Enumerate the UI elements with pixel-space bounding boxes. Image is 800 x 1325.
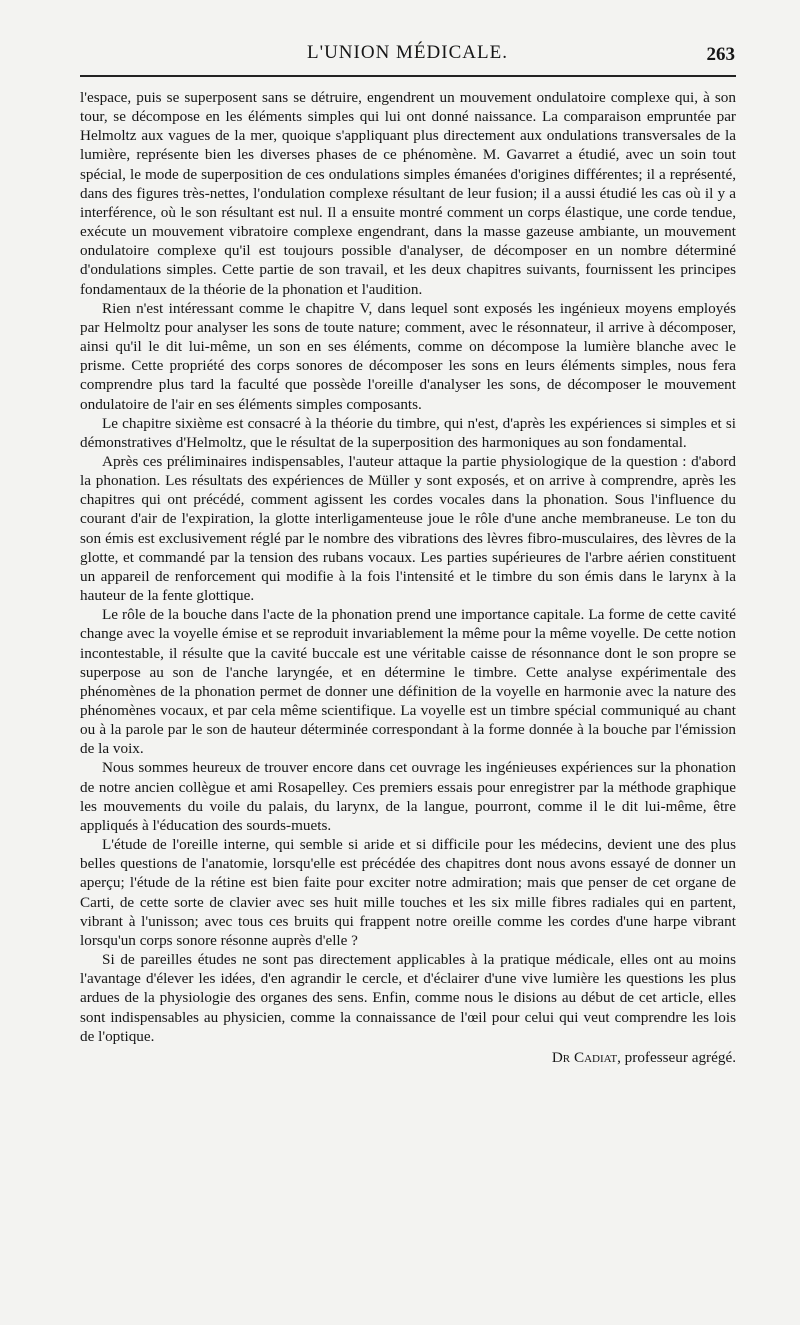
paragraph: Après ces préliminaires indispensables, l'auteur attaque la partie physiologique de la question : d'abord la phonation. Les résultats des expériences de Müller y sont exposés, et on arrive à comprendre, après les chapitres qui ont précédé, comment agissent les cordes vocales dans la phonation. Sous l'influence du courant d'air de l'expiration, la glotte interligamenteuse joue le rôle d'une anche membraneuse. Le ton du son émis est exclusivement réglé par le nombre des vibrations des lèvres fibro-musculaires, des lèvres de la glotte, et commandé par la tension des rubans vocaux. Les parties supérieures de l'arbre aérien constituent un appareil de renforcement qui modifie à la fois l'intensité et le timbre du son émis dans le larynx à la hauteur de la fente glottique.: [80, 452, 736, 605]
paragraph: Rien n'est intéressant comme le chapitre V, dans lequel sont exposés les ingénieux moyens employés par Helmoltz pour analyser les sons de toute nature; comment, avec le résonnateur, il arrive à décomposer, ainsi qu'il le dit lui-même, un son en ses éléments, comme on décompose la lumière blanche avec le prisme. Cette propriété des corps sonores de décomposer les sons en leurs éléments simples, nous fera comprendre plus tard la faculté que possède l'oreille d'analyser les sons, de décomposer le mouvement ondulatoire de l'air en ses éléments simples composants.: [80, 299, 736, 413]
signature-title: professeur agrégé.: [624, 1048, 736, 1066]
paragraph: Le rôle de la bouche dans l'acte de la phonation prend une importance capitale. La forme de cette cavité change avec la voyelle émise et se reproduit invariablement la même pour la même voyelle. De cette notion incontestable, il résulte que la cavité buccale est une véritable caisse de résonnance dont le son propre se superpose au son de l'anche laryngée, et en détermine le timbre. Cette analyse expérimentale des phénomènes de la phonation permet de donner une définition de la voyelle en harmonie avec la nature des phénomènes vocaux, et par cela même scientifique. La voyelle est un timbre spécial communiqué au chant ou à la parole par le son de hauteur déterminée correspondant à la forme donnée à la bouche par l'émission de la voix.: [80, 606, 736, 758]
page-header: [80, 42, 735, 72]
paragraph: Nous sommes heureux de trouver encore dans cet ouvrage les ingénieuses expériences sur la phonation de notre ancien collègue et ami Rosapelley. Ces premiers essais pour enregistrer par la méthode graphique les mouvements du voile du palais, du larynx, de la langue, pourront, comme il le dit lui-même, être appliqués à l'éducation des sourds-muets.: [80, 759, 736, 834]
signature: [80, 1048, 736, 1067]
article-body: [80, 88, 736, 1067]
paragraph: l'espace, puis se superposent sans se détruire, engendrent un mouvement ondulatoire complexe qui, à son tour, se décompose en les éléments simples qui lui ont donné naissance. La comparaison empruntée par Helmoltz aux vagues de la mer, quoique s'appliquant plus directement aux ondulations transversales de la lumière, représente bien les diverses phases de ce phénomène. M. Gavarret a étudié, avec un soin tout spécial, le mode de superposition de ces ondulations simples émanées d'origines différentes; il a représenté, dans des figures très-nettes, l'ondulation complexe résultant de leur fusion; il a aussi étudié les cas où il y a interférence, où le son résultant est nul. Il a ensuite montré comment un corps élastique, une corde tendue, exécute un mouvement vibratoire complexe engendrant, dans la masse gazeuse ambiante, un mouvement ondulatoire complexe qu'il est toujours possible d'analyser, de décomposer en un nombre déterminé d'ondulations simples. Cette partie de son travail, et les deux chapitres suivants, fournissent les principes fondamentaux de la théorie de la phonation et l'audition.: [80, 89, 736, 298]
page-number: 263: [706, 44, 735, 65]
paragraph: L'étude de l'oreille interne, qui semble si aride et si difficile pour les médecins, devient une des plus belles questions de l'anatomie, lorsqu'elle est précédée des chapitres dont nous avons essayé de donner un aperçu; l'étude de la rétine est bien faite pour exciter notre admiration; mais que penser de cet organe de Carti, de cette sorte de clavier avec ses huit mille touches et les six mille fibres radiales qui en partent, vibrant à l'unisson; avec tous ces bruits qui frappent notre oreille comme les cordes d'une harpe vibrant lorsqu'un corps sonore résonne auprès d'elle ?: [80, 836, 736, 949]
running-title: L'UNION MÉDICALE.: [307, 42, 508, 63]
header-rule: [80, 75, 736, 77]
signature-author: Dr Cadiat,: [551, 1048, 621, 1066]
paragraph: Le chapitre sixième est consacré à la théorie du timbre, qui n'est, d'après les expériences si simples et si démonstratives d'Helmoltz, que le résultat de la superposition des harmoniques au son fondamental.: [80, 414, 736, 451]
paragraph: Si de pareilles études ne sont pas directement applicables à la pratique médicale, elles ont au moins l'avantage d'élever les idées, d'en agrandir le cercle, et d'éclairer d'une vive lumière les questions les plus ardues de la physiologie des organes des sens. Enfin, comme nous le disions au début de cet article, elles sont indispensables au physicien, comme la connaissance de l'œil pour celui qui veut comprendre les lois de l'optique.: [80, 951, 736, 1045]
